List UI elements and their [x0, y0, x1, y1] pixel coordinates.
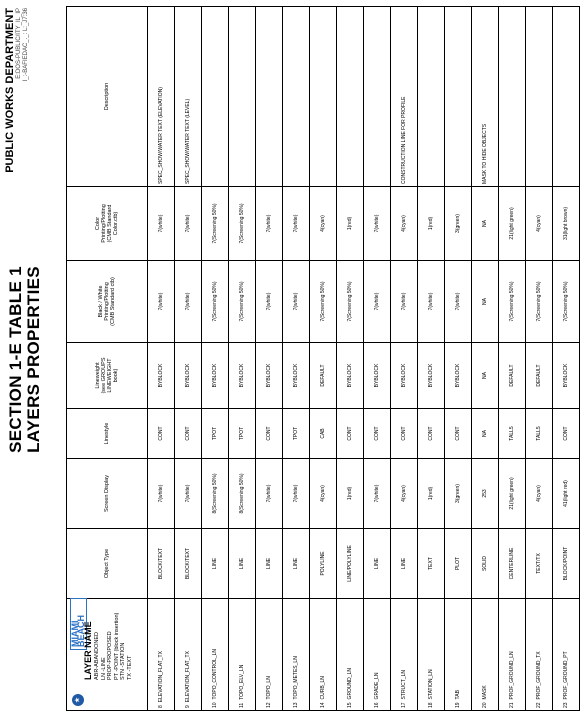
row-number: 15 — [347, 702, 353, 708]
row-number: 17 — [401, 702, 407, 708]
color-printing-cell: 7(white) — [364, 187, 391, 261]
layer-name: MASK — [482, 685, 488, 700]
lineweight-cell: BYBLOCK — [256, 343, 283, 409]
screen-display-cell: 7(white) — [256, 459, 283, 529]
lineweight-cell: DEFAULT — [526, 343, 553, 409]
color-printing-cell: 1(red) — [418, 187, 445, 261]
col-color-printing: Color Printing/Plotting (CMB Standard Color.ctb) — [67, 187, 148, 261]
bw-printing-cell: 7(Screening 50%) — [229, 261, 256, 343]
table-row — [283, 7, 310, 711]
linestyle-cell: NA — [472, 409, 499, 459]
bw-printing-cell: NA — [472, 261, 499, 343]
layer-name-cell — [526, 599, 553, 711]
linestyle-cell: CONT — [445, 409, 472, 459]
row-number: 21 — [509, 702, 515, 708]
row-number: 23 — [563, 702, 569, 708]
row-number: 10 — [212, 702, 218, 708]
description-cell — [553, 7, 580, 187]
table-row — [526, 7, 553, 711]
lineweight-cell: BYBLOCK — [364, 343, 391, 409]
color-printing-cell: NA — [472, 187, 499, 261]
color-printing-cell: 7(white) — [283, 187, 310, 261]
screen-display-cell: 7(white) — [175, 459, 202, 529]
lineweight-cell: BYBLOCK — [553, 343, 580, 409]
layer-name-cell — [553, 599, 580, 711]
bw-printing-cell: 7(white) — [391, 261, 418, 343]
table-row — [175, 7, 202, 711]
department-line1: E:DOS-PUBLIC/ITY_IL_IP — [16, 8, 22, 79]
row-number: 22 — [536, 702, 542, 708]
row-number: 16 — [374, 702, 380, 708]
description-cell: CONSTRUCTION LINE FOR PROFILE — [391, 7, 418, 187]
layer-name: CURB_LN — [320, 676, 326, 700]
legend-line: STN -STATION — [120, 642, 126, 680]
department-block — [4, 8, 30, 173]
description-cell — [310, 7, 337, 187]
bw-printing-cell: 7(Screening 50%) — [337, 261, 364, 343]
lineweight-cell: BYBLOCK — [445, 343, 472, 409]
screen-display-cell: 1(red) — [337, 459, 364, 529]
layer-name: TOPO_CONTROL_LN — [212, 648, 218, 700]
layer-name-cell — [337, 599, 364, 711]
label-header-cell — [67, 599, 148, 711]
color-printing-cell: 21(light green) — [499, 187, 526, 261]
description-cell — [445, 7, 472, 187]
description-cell: MASK TO HIDE OBJECTS — [472, 7, 499, 187]
legend-line: PT -POINT (block insertion) — [113, 612, 120, 680]
lineweight-cell: BYBLOCK — [418, 343, 445, 409]
layer-name: PROF_GROUND_LN — [509, 651, 515, 700]
description-cell — [202, 7, 229, 187]
screen-display-cell: 4(cyan) — [526, 459, 553, 529]
description-cell: SPEC_SHOW/WATER TEXT (ELEVATION) — [148, 7, 175, 187]
layer-name-cell — [418, 599, 445, 711]
object-type-cell: LINE — [202, 529, 229, 599]
linestyle-cell: CONT — [418, 409, 445, 459]
layer-name: STRUCT_LN — [401, 669, 407, 700]
department-line2: I_:-BAFIEDAC_._: L:_J7:36 — [23, 8, 29, 82]
linestyle-cell: CONT — [175, 409, 202, 459]
layer-name: TOPO_LN — [266, 676, 272, 700]
screen-display-cell: 21(light green) — [499, 459, 526, 529]
screen-display-cell: 1(red) — [418, 459, 445, 529]
description-cell — [283, 7, 310, 187]
table-row — [445, 7, 472, 711]
row-number: 12 — [266, 702, 272, 708]
table-row — [418, 7, 445, 711]
screen-display-cell: 41(light red) — [553, 459, 580, 529]
linestyle-cell: TALL5 — [499, 409, 526, 459]
object-type-cell: LINE — [229, 529, 256, 599]
col-object-type: Object Type — [67, 529, 148, 599]
layer-name-cell — [472, 599, 499, 711]
legend-line: ABR-ABANDONED — [94, 632, 100, 680]
layer-name-cell — [229, 599, 256, 711]
screen-display-cell: 4(cyan) — [391, 459, 418, 529]
bw-printing-cell: 7(Screening 50%) — [553, 261, 580, 343]
lineweight-cell: BYBLOCK — [283, 343, 310, 409]
screen-display-cell: 8(Screening 50%) — [229, 459, 256, 529]
object-type-cell: POLYLINE — [310, 529, 337, 599]
col-bw-printing: Black / White Printing/Plotting (CMB Standard ctb) — [67, 261, 148, 343]
object-type-cell: SOLID — [472, 529, 499, 599]
layer-name-cell — [445, 599, 472, 711]
linestyle-cell: CONT — [553, 409, 580, 459]
row-number: 11 — [239, 702, 245, 708]
linestyle-cell: TPOT — [229, 409, 256, 459]
layer-name-cell — [148, 599, 175, 711]
col-lineweight: Lineweight (see GROUPS LINEWEIGHT book) — [67, 343, 148, 409]
layer-name: TAB — [455, 690, 461, 700]
color-printing-cell: 3(green) — [445, 187, 472, 261]
object-type-cell: LINE — [364, 529, 391, 599]
layer-name: STATION_LN — [428, 669, 434, 700]
table-row — [310, 7, 337, 711]
color-printing-cell: 4(cyan) — [526, 187, 553, 261]
legend-line: TX -TEXT — [126, 655, 133, 680]
row-number: 19 — [455, 702, 461, 708]
linestyle-cell: TPOT — [202, 409, 229, 459]
lineweight-cell: NA — [472, 343, 499, 409]
lineweight-cell: BYBLOCK — [148, 343, 175, 409]
linestyle-cell: CONT — [364, 409, 391, 459]
bw-printing-cell: 7(white) — [148, 261, 175, 343]
screen-display-cell: 3(green) — [445, 459, 472, 529]
object-type-cell: LINE — [256, 529, 283, 599]
bw-printing-cell: 7(white) — [256, 261, 283, 343]
layer-name: PROF_GROUND_PT — [563, 651, 569, 700]
object-type-cell: LINE — [391, 529, 418, 599]
legend-line: PROP-PROPOSED — [107, 631, 113, 680]
screen-display-cell: 7(white) — [148, 459, 175, 529]
lineweight-cell: BYBLOCK — [202, 343, 229, 409]
layer-name-cell — [391, 599, 418, 711]
bw-printing-cell: 7(Screening 50%) — [202, 261, 229, 343]
layer-abbrev-legend — [94, 613, 133, 680]
table-row — [472, 7, 499, 711]
linestyle-cell: CONT — [391, 409, 418, 459]
layer-name-cell — [283, 599, 310, 711]
color-printing-cell: 1(red) — [337, 187, 364, 261]
lineweight-cell: BYBLOCK — [391, 343, 418, 409]
city-emblem-icon: ★ — [72, 694, 84, 706]
description-cell — [229, 7, 256, 187]
lineweight-cell: BYBLOCK — [175, 343, 202, 409]
color-printing-cell: 7(white) — [175, 187, 202, 261]
col-linestyle: Linestyle — [67, 409, 148, 459]
table-row — [391, 7, 418, 711]
bw-printing-cell: 7(white) — [445, 261, 472, 343]
screen-display-cell: 4(cyan) — [310, 459, 337, 529]
screen-display-cell: 7(white) — [364, 459, 391, 529]
row-number: 8 — [158, 705, 164, 708]
col-screen-display: Screen Display — [67, 459, 148, 529]
layer-name-heading: LAYER NAME — [83, 621, 93, 680]
color-printing-cell: 4(cyan) — [310, 187, 337, 261]
bw-printing-cell: 7(white) — [418, 261, 445, 343]
layer-name-cell — [310, 599, 337, 711]
layers-table — [66, 6, 580, 711]
description-cell: SPEC_SHOW/WATER TEXT (LEVEL) — [175, 7, 202, 187]
layer-name: TOPO_ELV_LN — [239, 664, 245, 700]
layer-name-cell — [364, 599, 391, 711]
lineweight-cell: DEFAULT — [499, 343, 526, 409]
layer-name-cell — [202, 599, 229, 711]
row-number: 13 — [293, 702, 299, 708]
row-number: 9 — [185, 705, 191, 708]
screen-display-cell: 8(Screening 50%) — [202, 459, 229, 529]
color-printing-cell: 7(Screening 50%) — [202, 187, 229, 261]
row-number: 18 — [428, 702, 434, 708]
layer-name: ELEVATION_FLAT_TX — [158, 651, 164, 703]
layer-name: GRADE_LN — [374, 672, 380, 700]
table-row — [256, 7, 283, 711]
table-row — [229, 7, 256, 711]
color-printing-cell: 31(light brown) — [553, 187, 580, 261]
table-row — [364, 7, 391, 711]
color-printing-cell: 7(Screening 50%) — [229, 187, 256, 261]
object-type-cell: BLOCK/POINT — [553, 529, 580, 599]
object-type-cell: BLOCK/TEXT — [148, 529, 175, 599]
screen-display-cell: 253 — [472, 459, 499, 529]
row-number: 20 — [482, 702, 488, 708]
description-cell — [337, 7, 364, 187]
lineweight-cell: BYBLOCK — [337, 343, 364, 409]
linestyle-cell: TPOT — [283, 409, 310, 459]
object-type-cell: TEXT — [418, 529, 445, 599]
table-row — [499, 7, 526, 711]
layer-name-cell — [175, 599, 202, 711]
bw-printing-cell: 7(white) — [283, 261, 310, 343]
layer-name-cell — [499, 599, 526, 711]
linestyle-cell: CONT — [148, 409, 175, 459]
layer-name-cell — [256, 599, 283, 711]
description-cell — [418, 7, 445, 187]
bw-printing-cell: 7(white) — [175, 261, 202, 343]
table-row — [148, 7, 175, 711]
table-header-row — [67, 7, 148, 711]
linestyle-cell: CONT — [256, 409, 283, 459]
object-type-cell: BLOCK/TEXT — [175, 529, 202, 599]
lineweight-cell: DEFAULT — [310, 343, 337, 409]
description-cell — [499, 7, 526, 187]
object-type-cell: LINE — [283, 529, 310, 599]
object-type-cell: PLOT — [445, 529, 472, 599]
object-type-cell: TEXT/TX — [526, 529, 553, 599]
description-cell — [526, 7, 553, 187]
logo-wordmark: MIAMI BEACH — [70, 614, 86, 647]
layer-name: PROF_GROUND_TX — [536, 651, 542, 700]
logo-text — [70, 689, 76, 692]
linestyle-cell: CONT — [337, 409, 364, 459]
layer-name: TOPO_METES_LN — [293, 656, 299, 700]
color-printing-cell: 4(cyan) — [391, 187, 418, 261]
bw-printing-cell: 7(Screening 50%) — [310, 261, 337, 343]
table-row — [202, 7, 229, 711]
page-subtitle: LAYERS PROPERTIES — [24, 266, 43, 453]
legend-line: LN -LINE — [100, 657, 107, 680]
layer-name: ELEVATION_FLAT_TX — [185, 651, 191, 703]
color-printing-cell: 7(white) — [256, 187, 283, 261]
table-body — [148, 7, 580, 711]
object-type-cell: LINE/POLYLINE — [337, 529, 364, 599]
department-name: PUBLIC WORKS DEPARTMENT — [4, 8, 16, 173]
bw-printing-cell: 7(white) — [364, 261, 391, 343]
description-cell — [256, 7, 283, 187]
table-row — [553, 7, 580, 711]
object-type-cell: CENTERLINE — [499, 529, 526, 599]
table-row — [337, 7, 364, 711]
color-printing-cell: 7(white) — [148, 187, 175, 261]
description-cell — [364, 7, 391, 187]
col-description: Description — [67, 7, 148, 187]
lineweight-cell: BYBLOCK — [229, 343, 256, 409]
screen-display-cell: 7(white) — [283, 459, 310, 529]
linestyle-cell: TALL5 — [526, 409, 553, 459]
page-title: SECTION 1-E TABLE 1 — [6, 266, 25, 453]
bw-printing-cell: 7(Screening 50%) — [499, 261, 526, 343]
linestyle-cell: CAB — [310, 409, 337, 459]
bw-printing-cell: 7(Screening 50%) — [526, 261, 553, 343]
row-number: 14 — [320, 702, 326, 708]
layer-name: GROUND_LN — [347, 668, 353, 700]
